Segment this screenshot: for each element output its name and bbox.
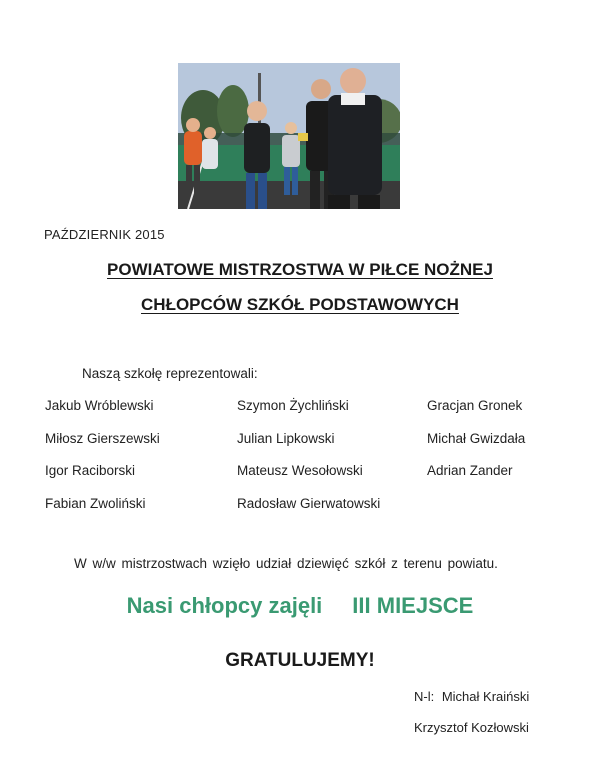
- roster-column-3: [427, 398, 525, 496]
- teacher-name: Michał Kraiński: [441, 689, 530, 704]
- event-date: PAŹDZIERNIK 2015: [44, 227, 165, 242]
- player-name: Szymon Żychliński: [237, 398, 349, 413]
- participation-statement: W w/w mistrzostwach wzięło udział dziewięć szkół z terenu powiatu.: [74, 556, 498, 571]
- teacher-name: Krzysztof Kozłowski: [414, 720, 529, 735]
- player-name: Jakub Wróblewski: [45, 398, 154, 413]
- placement-announcement: [0, 593, 600, 619]
- photo-illustration: [178, 63, 400, 209]
- teachers-prefix: N-l:: [414, 689, 435, 704]
- placement-text: Nasi chłopcy zajęli: [126, 593, 323, 618]
- player-name: Adrian Zander: [427, 463, 513, 478]
- roster-column-1: [45, 398, 160, 528]
- player-name: Michał Gwizdała: [427, 430, 526, 446]
- player-name: Igor Raciborski: [45, 463, 136, 478]
- title-line-1: POWIATOWE MISTRZOSTWA W PIŁCE NOŻNEJ: [107, 260, 493, 279]
- title-line-2: CHŁOPCÓW SZKÓŁ PODSTAWOWYCH: [141, 295, 459, 314]
- congratulations-heading: GRATULUJEMY!: [225, 650, 375, 671]
- teachers-signature: [414, 689, 529, 735]
- player-name: Radosław Gierwatowski: [237, 495, 381, 511]
- player-name: Miłosz Gierszewski: [45, 430, 160, 446]
- placement-rank: III MIEJSCE: [352, 593, 474, 618]
- player-name: Gracjan Gronek: [427, 398, 523, 413]
- award-ceremony-photo: [178, 63, 400, 209]
- roster-column-2: [237, 398, 380, 528]
- roster-intro: Naszą szkołę reprezentowali:: [82, 366, 258, 381]
- player-name: Fabian Zwoliński: [45, 495, 146, 511]
- player-name: Mateusz Wesołowski: [237, 463, 363, 478]
- player-name: Julian Lipkowski: [237, 430, 335, 446]
